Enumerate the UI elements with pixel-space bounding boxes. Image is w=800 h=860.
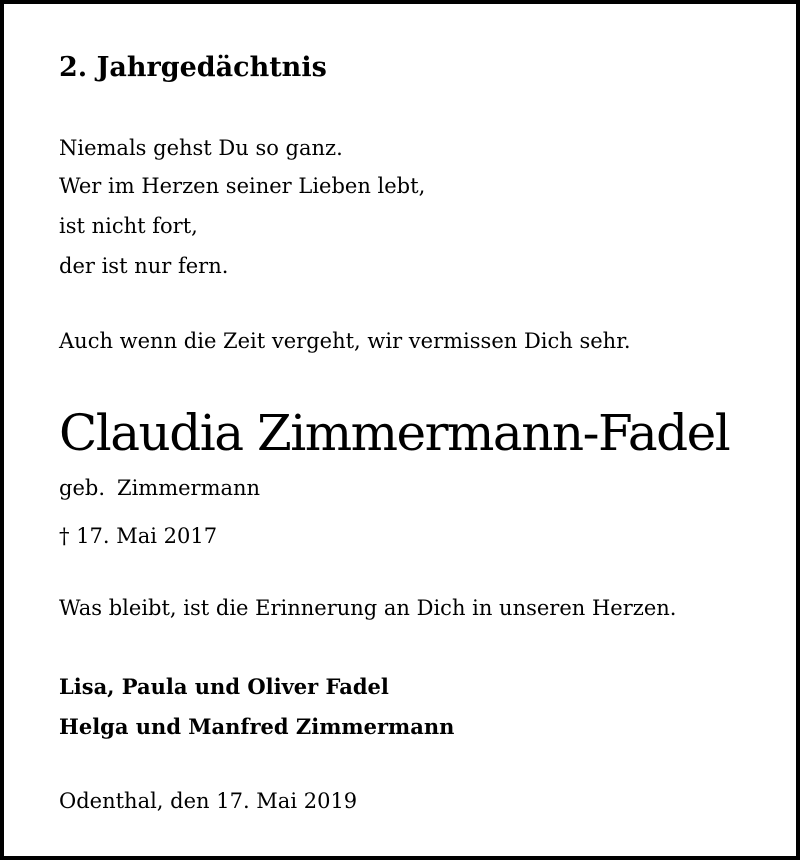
poem-line: der ist nur fern. xyxy=(59,254,229,278)
place-and-date: Odenthal, den 17. Mai 2019 xyxy=(59,789,358,813)
birth-name-line xyxy=(59,476,260,500)
death-date: 17. Mai 2017 xyxy=(76,524,218,548)
poem-line: ist nicht fort, xyxy=(59,214,198,238)
mourner-name: Lisa, Paula und Oliver Fadel xyxy=(59,674,389,699)
birth-label: geb. xyxy=(59,476,105,500)
deceased-name: Claudia Zimmermann-Fadel xyxy=(59,404,730,462)
cross-icon: † xyxy=(59,524,70,548)
poem-line: Niemals gehst Du so ganz. xyxy=(59,136,343,160)
closing-text: Was bleibt, ist die Erinnerung an Dich in unseren Herzen. xyxy=(59,596,677,620)
mourner-name: Helga und Manfred Zimmermann xyxy=(59,714,455,739)
poem-line: Wer im Herzen seiner Lieben lebt, xyxy=(59,174,426,198)
death-line xyxy=(59,524,217,548)
birth-name: Zimmermann xyxy=(117,476,261,500)
remembrance-text: Auch wenn die Zeit vergeht, wir vermissen Dich sehr. xyxy=(59,329,631,353)
notice-heading: 2. Jahrgedächtnis xyxy=(59,52,327,83)
